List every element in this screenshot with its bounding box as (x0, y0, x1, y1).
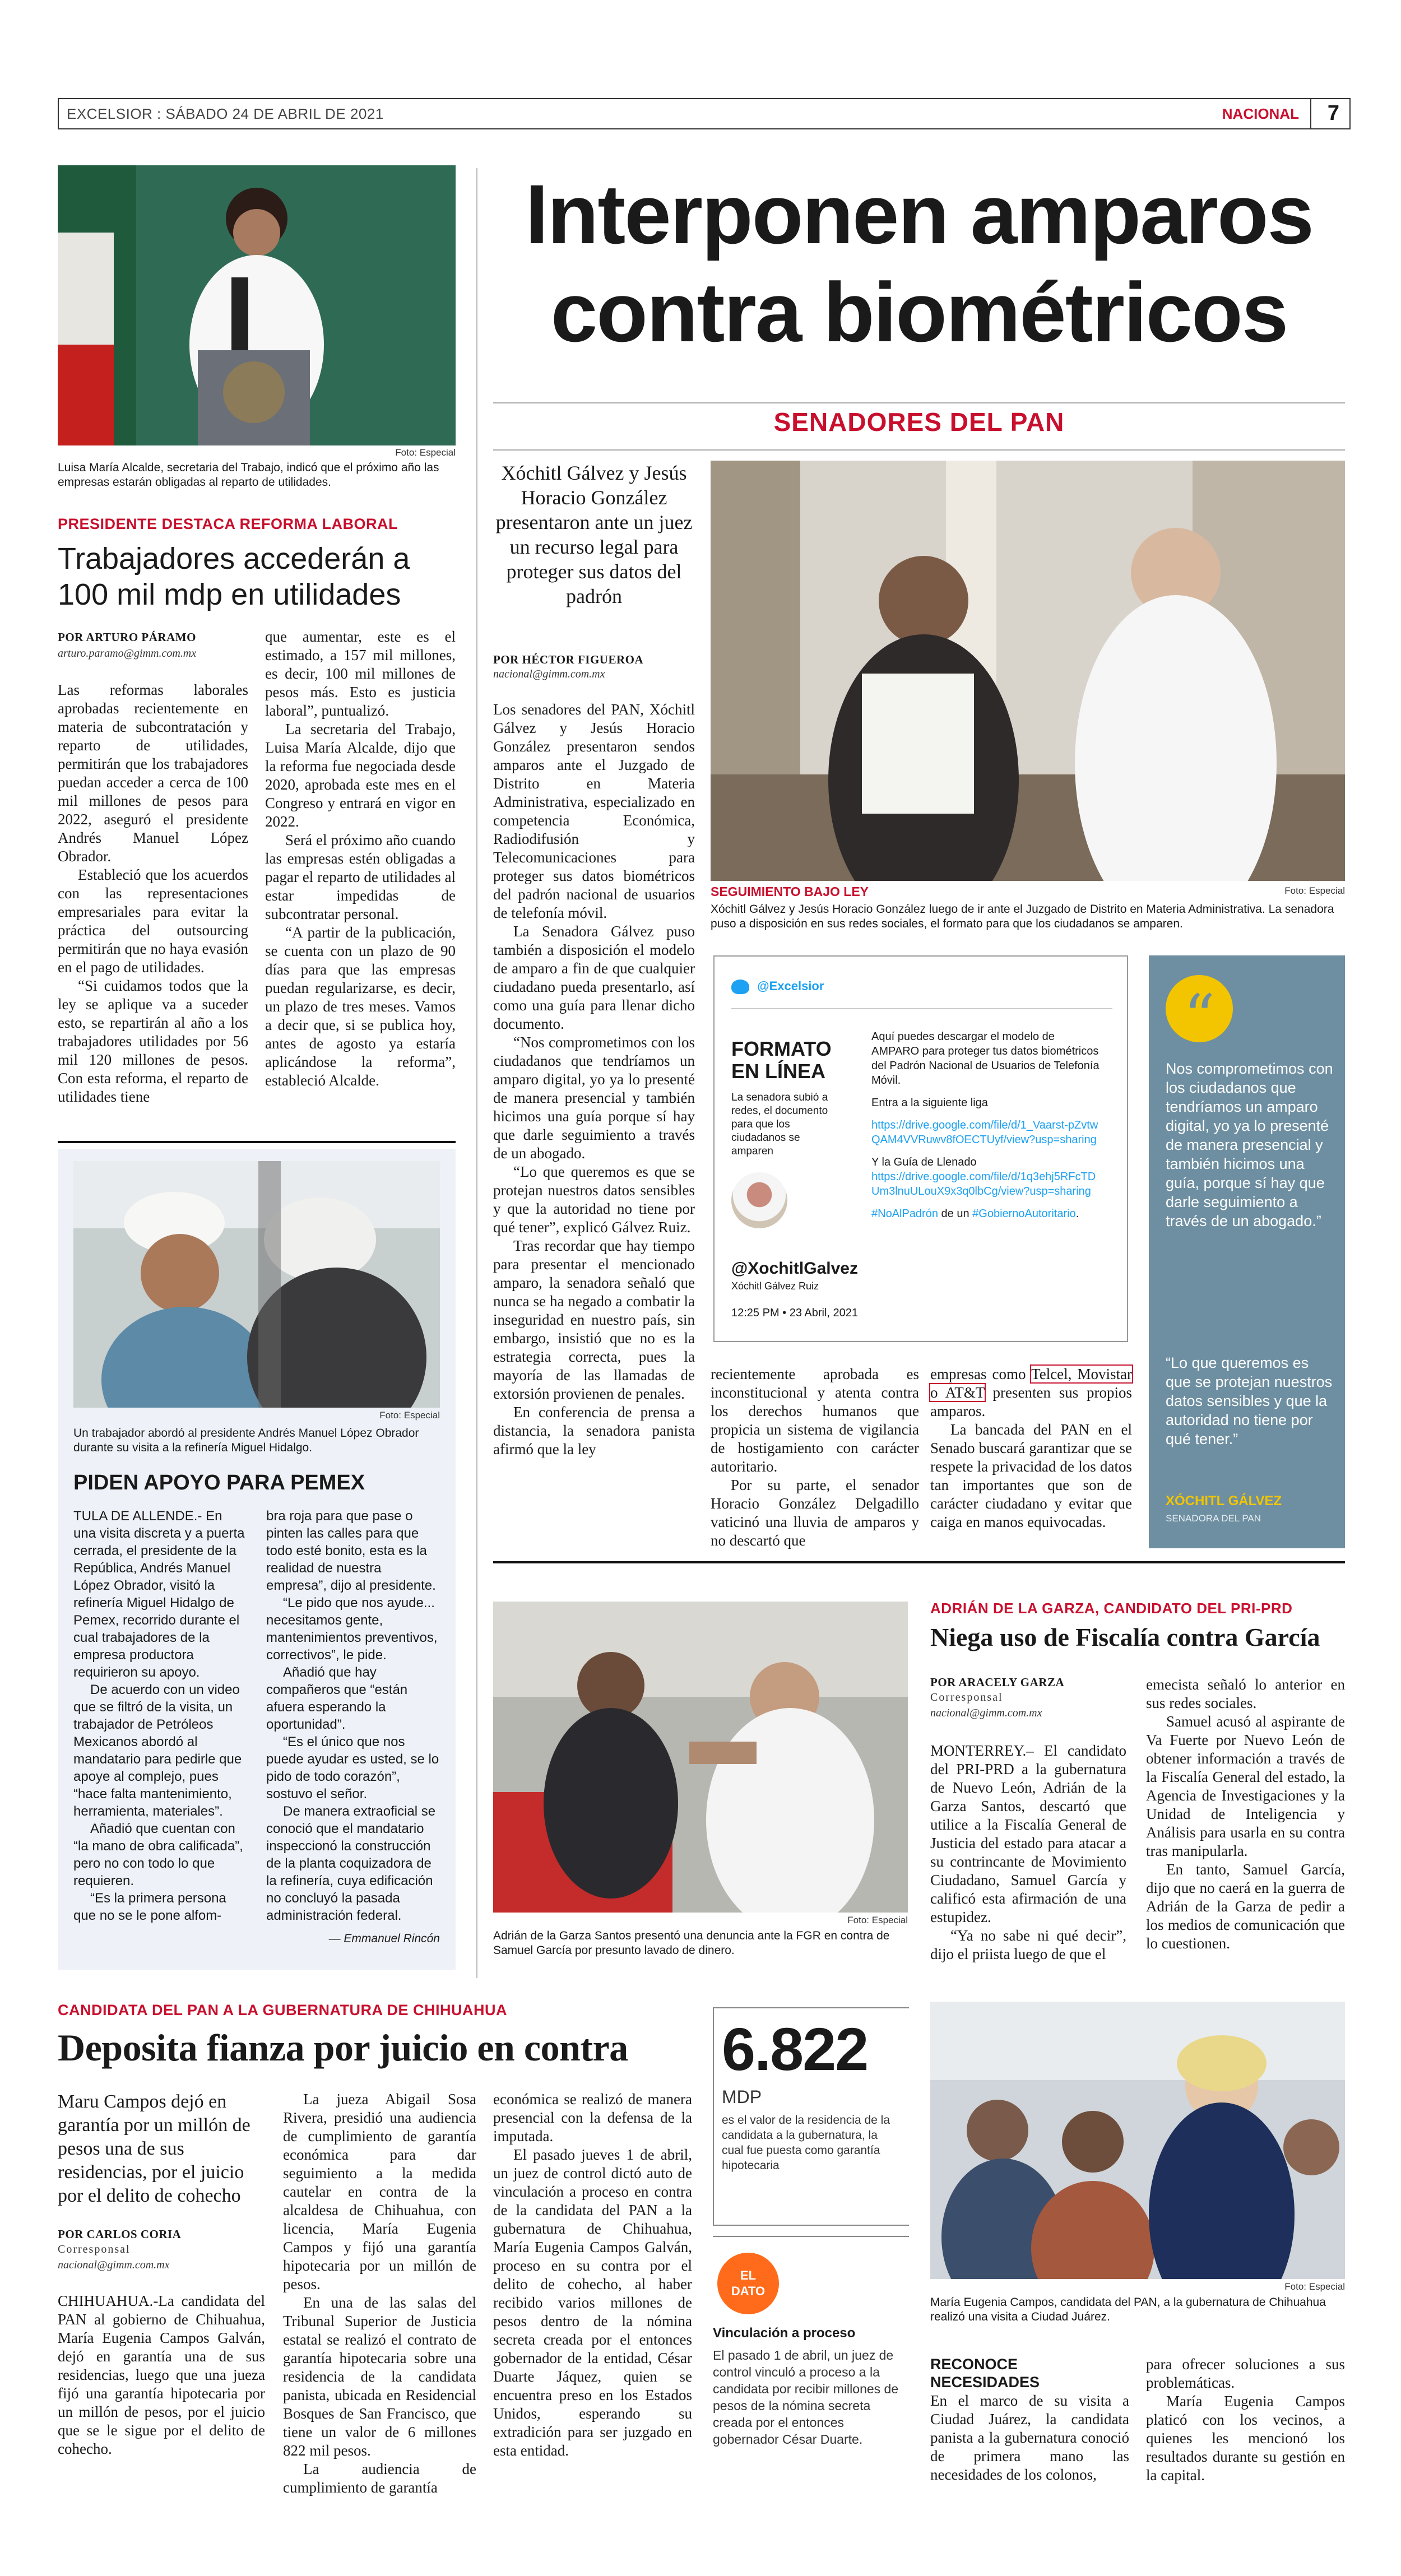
left-body-col1 (58, 681, 248, 1106)
garcia-top-rule (493, 1561, 1345, 1563)
garcia-email: nacional@gimm.com.mx (930, 1707, 1042, 1719)
header-section: NACIONAL (1222, 105, 1299, 122)
quote-role: SENADORA DEL PAN (1166, 1513, 1261, 1524)
paragraph: María Eugenia Campos platicó con los vecinos, a quienes les mencionó los resultados durante su gestión en la capital. (1146, 2393, 1345, 2484)
main-byline-email: nacional@gimm.com.mx (493, 668, 605, 680)
tweet-hashtags (871, 1206, 1101, 1221)
tweet-box (713, 955, 1128, 1342)
paragraph: En el marco de su visita a Ciudad Juárez, la candidata panista a la gubernatura conoció de primera mano las necesidades de los colonos, (930, 2392, 1129, 2483)
main-byline: POR HÉCTOR FIGUEROA (493, 653, 644, 666)
tweet-text-1: Aquí puedes descargar el modelo de AMPARO para proteger tus datos biométricos del Padrón Nacional de Usuarios de Telefonía Móvil. (871, 1031, 1100, 1087)
campos-photo (930, 2002, 1345, 2279)
garcia-col2 (1146, 1675, 1345, 1953)
garcia-caption: Adrián de la Garza Santos presentó una denuncia ante la FGR en contra de Samuel García por presunto lavado de dinero. (493, 1929, 890, 1957)
main-body-col1 (493, 700, 695, 1459)
stat-box (713, 2007, 909, 2226)
paragraph: “A partir de la publicación, se cuenta con un plazo de 90 días para que las empresas puedan regularizarse, es decir, un plazo de tres meses. Vamos a decir que, si se publica hoy, antes de agosto ya estaría aplicándose la reforma”, estableció Alcalde. (265, 924, 456, 1089)
dato-text: El pasado 1 de abril, un juez de control vinculó a proceso a la candidata por recibir millones de pesos de la nómina secreta creada por el entonces gobernador César Duarte. (713, 2348, 899, 2447)
paragraph: La Senadora Gálvez puso también a disposición el modelo de amparo a fin de que cualquier ciudadano pueda presentarlo, así como una guía para llenar dicho documento. (493, 923, 695, 1032)
headline-rule (493, 402, 1345, 403)
tweet-text-3: Y la Guía de Llenado (871, 1156, 977, 1168)
left-byline: POR ARTURO PÁRAMO (58, 630, 196, 644)
paragraph: Estableció que los acuerdos con las representaciones empresariales para evitar la práctica del outsourcing permitirán que no haya evasión en el pago de utilidades. (58, 866, 248, 976)
paragraph: Añadió que cuentan con “la mano de obra calificada”, pero no con todo lo que requieren. (73, 1821, 243, 1888)
paragraph: En una de las salas del Tribunal Superior de Justicia estatal se realizó el contrato de garantía hipotecaria sobre una residencia de la candidata panista, ubicada en Residencial Bosques de San Francisco, que tiene un valor de 6 millones 822 mil pesos. (283, 2294, 476, 2459)
campos-deck: Maru Campos dejó en garantía por un millón de pesos una de sus residencias, por el juicio por el delito de cohecho (58, 2091, 250, 2206)
tweet-header (731, 979, 824, 994)
main-headline: Interponen amparos contra biométricos (525, 167, 1313, 359)
paragraph: “Ya no sabe ni qué decir”, dijo el priista luego de que el (930, 1927, 1126, 1962)
header-divider (1310, 99, 1311, 128)
paragraph: La bancada del PAN en el Senado buscará garantizar que se respete la privacidad de los datos tan importantes que son de carácter ciudadano y evitar que caiga en manos equivocadas. (930, 1421, 1132, 1530)
campos-col1 (58, 2292, 265, 2458)
paragraph: De acuerdo con un video que se filtró de la visita, un trabajador de Petróleos Mexicanos abordó al mandatario para pedirle que apoye al complejo, pues “hace falta mantenimiento, herramienta, materiales”. (73, 1682, 242, 1819)
quote-panel (1149, 955, 1345, 1548)
stat-rule (713, 2236, 909, 2237)
left-separator (58, 1141, 456, 1143)
paragraph: Será el próximo año cuando las empresas estén obligadas a pagar el reparto de utilidades al estar impedidas de subcontratar personal. (265, 832, 456, 922)
hashtag[interactable]: #GobiernoAutoritario (972, 1208, 1076, 1220)
tweet-account[interactable]: @XochitlGalvez (731, 1259, 858, 1278)
paragraph: CHIHUAHUA.-La candidata del PAN al gobierno de Chihuahua, María Eugenia Campos Galván, dejó en garantía una de sus residencias, luego que una jueza fijó una garantía hipotecaria por un millón de pesos, por el juicio que se le sigue por el delito de cohecho. (58, 2292, 265, 2457)
tweet-link-1[interactable]: https://drive.google.com/file/d/1_Vaarst-pZvtwQAM4VVRuwv8fOECTUyf/view?usp=sharing (871, 1119, 1098, 1146)
pemex-photo-image (73, 1161, 440, 1408)
pemex-signature: — Emmanuel Rincón (328, 1932, 440, 1945)
main-photo (711, 461, 1345, 881)
paragraph: TULA DE ALLENDE.- En una visita discreta y a puerta cerrada, el presidente de la República, Andrés Manuel López Obrador, visitó la refinería Miguel Hidalgo de Pemex, recorrido durante el cual trabajadores de la empresa productora requirieron su apoyo. (73, 1509, 245, 1680)
paragraph: “Si cuidamos todos que la ley se aplique va a suceder esto, se repartirán al año a los trabajadores utilidades por 56 mil 120 millones de pesos. Con esta reforma, el reparto de utilidades tiene (58, 977, 248, 1105)
left-kicker: PRESIDENTE DESTACA REFORMA LABORAL (58, 516, 398, 532)
campos-kicker: CANDIDATA DEL PAN A LA GUBERNATURA DE CHIHUAHUA (58, 2002, 507, 2018)
telecom-highlight: Telcel, Movistar o AT&T (930, 1366, 1132, 1401)
paragraph: Por su parte, el senador Horacio González Delgadillo vaticinó una lluvia de amparos y no descartó que (711, 1477, 919, 1549)
header-bar (58, 98, 1351, 129)
main-body-col3 (930, 1365, 1132, 1531)
campos-byline: POR CARLOS CORIA (58, 2227, 182, 2241)
campos-sub-col2 (1146, 2355, 1345, 2485)
dato-title: Vinculación a proceso (713, 2326, 856, 2341)
stat-text: es el valor de la residencia de la candidata a la gubernatura, la cual fue puesta como garantía hipotecaria (722, 2114, 890, 2172)
pemex-panel (58, 1149, 456, 1970)
garcia-photo (493, 1602, 908, 1913)
paragraph: La secretaria del Trabajo, Luisa María Alcalde, dijo que la reforma fue negociada desde 2020, aprobada este mes en el Congreso y entrará en vigor en 2022. (265, 721, 456, 830)
quote-text-2: “Lo que queremos es que se protejan nuestros datos sensibles y que la autoridad no tiene por qué tener.” (1166, 1354, 1333, 1447)
pemex-col1 (73, 1507, 247, 1924)
left-body-col2 (265, 628, 456, 1090)
paragraph (930, 1365, 1132, 1421)
header-date: EXCELSIOR : SÁBADO 24 DE ABRIL DE 2021 (67, 105, 384, 122)
paragraph: En conferencia de prensa a distancia, la senadora panista afirmó que la ley (493, 1404, 695, 1458)
campos-photo-credit: Foto: Especial (1284, 2281, 1345, 2292)
paragraph: MONTERREY.– El candidato del PRI-PRD a la gubernatura de Nuevo León, Adrián de la Garza Santos, descartó que utilice a la Fiscalía General de Justicia del estado para atacar a su contrincante de Movimiento Ciudadano, Samuel García y calificó esta afirmación de una estupidez. (930, 1742, 1126, 1925)
alcalde-photo-image (58, 165, 456, 445)
pemex-headline: PIDEN APOYO PARA PEMEX (73, 1471, 365, 1494)
paragraph: “Es la primera persona que no se le pone alfom- (73, 1891, 226, 1923)
tweet-subtitle: La senadora subió a redes, el documento para que los ciudadanos se amparen (731, 1092, 828, 1157)
tweet-time: 12:25 PM • 23 Abril, 2021 (731, 1307, 859, 1319)
garcia-col1 (930, 1742, 1126, 1964)
col3-pre: empresas como (930, 1366, 1032, 1382)
hashtag[interactable]: #NoAlPadrón (871, 1208, 938, 1220)
pemex-caption: Un trabajador abordó al presidente Andrés Manuel López Obrador durante su visita a la refinería Miguel Hidalgo. (73, 1427, 419, 1454)
paragraph: “Es el único que nos puede ayudar es usted, se lo pido de todo corazón”, sostuvo el señor. (266, 1734, 439, 1802)
column-divider (476, 168, 477, 1978)
paragraph: económica se realizó de manera presencial con la defensa de la imputada. (493, 2091, 692, 2145)
tweet-text-2: Entra a la siguiente liga (871, 1097, 988, 1109)
paragraph: emecista señaló lo anterior en sus redes sociales. (1146, 1676, 1345, 1711)
el-dato-badge (717, 2253, 779, 2314)
paragraph: recientemente aprobada es inconstitucional y atenta contra los derechos humanos que propicia un sistema de vigilancia de hostigamiento con carácter autoritario. (711, 1366, 919, 1475)
col3-post: presenten sus propios amparos. (930, 1384, 1133, 1419)
tweet-title: FORMATO EN LÍNEA (731, 1037, 832, 1083)
campos-sub-col1 (930, 2392, 1129, 2484)
twitter-icon (731, 980, 749, 994)
paragraph: que aumentar, este es el estimado, a 157 mil millones, es decir, 100 mil millones de pesos más. Esto es justicia laboral”, puntualizó. (265, 628, 456, 719)
paragraph: El pasado jueves 1 de abril, un juez de control dictó auto de vinculación a proceso en contra de la candidata del PAN a la gubernatura de Chihuahua, María Eugenia Campos Galván, proceso en su contra por el delito de cohecho, al haber recibido varios millones de pesos dentro de la nómina secreta creada por el entonces gobernador de la entidad, César Duarte Jáquez, quien se encuentra preso en los Estados Unidos, esperando su extradición para ser juzgado en esta entidad. (493, 2146, 692, 2459)
paragraph: para ofrecer soluciones a sus problemáticas. (1146, 2356, 1345, 2391)
paragraph: “Lo que queremos es que se protejan nuestros datos sensibles y que la autoridad no tiene por qué tener”, explicó Gálvez Ruiz. (493, 1163, 695, 1236)
quote-name: XÓCHITL GÁLVEZ (1166, 1493, 1282, 1509)
garcia-photo-credit: Foto: Especial (847, 1915, 908, 1925)
alcalde-photo-caption: Luisa María Alcalde, secretaria del Trabajo, indicó que el próximo año las empresas estarán obligadas al reparto de utilidades. (58, 461, 439, 489)
garcia-photo-image (493, 1602, 908, 1913)
kicker-rule (493, 449, 1345, 451)
garcia-byline: POR ARACELY GARZA (930, 1675, 1065, 1689)
alcalde-photo-credit: Foto: Especial (395, 447, 456, 458)
campos-col2 (283, 2090, 476, 2497)
paragraph: “Nos comprometimos con los ciudadanos que tendríamos un amparo digital, yo ya lo presenté de manera presencial y también hicimos una guía porque sí hay que darle seguimiento a través de un abogado. (493, 1034, 695, 1162)
campos-col3 (493, 2090, 692, 2460)
left-headline: Trabajadores accederán a 100 mil mdp en utilidades (58, 542, 410, 611)
campos-caption: María Eugenia Campos, candidata del PAN, a la gubernatura de Chihuahua realizó una visita a Ciudad Juárez. (930, 2296, 1326, 2323)
tweet-text (871, 1029, 1101, 1221)
paragraph: En tanto, Samuel García, dijo que no caerá en la guerra de Adrián de la Garza de pedir a los medios de comunicación que lo cuestionen. (1146, 1861, 1345, 1952)
paragraph: De manera extraoficial se conoció que el mandatario inspeccionó la construcción de la planta coquizadora de la refinería, cuya edificación no concluyó la pasada administración federal. (266, 1804, 436, 1923)
campos-photo-image (930, 2002, 1345, 2279)
pemex-photo (73, 1161, 440, 1408)
main-photo-kicker: SEGUIMIENTO BAJO LEY (711, 884, 869, 899)
main-photo-credit: Foto: Especial (1284, 885, 1345, 896)
tweet-handle-top: @Excelsior (757, 979, 824, 993)
tweet-account-name: Xóchitl Gálvez Ruiz (731, 1280, 819, 1292)
stat-unit: MDP (722, 2087, 762, 2107)
paragraph: La jueza Abigail Sosa Rivera, presidió una audiencia de cumplimiento de garantía económica para dar seguimiento a la medida cautelar en contra de la alcaldesa de Chihuahua, con licencia, María Eugenia Campos y fijó una garantía hipotecaria por un millón de pesos. (283, 2091, 476, 2292)
main-body-col2 (711, 1365, 919, 1550)
pemex-col2 (266, 1507, 440, 1947)
paragraph: Samuel acusó al aspirante de Va Fuerte por Nuevo León de obtener información a través de la Fiscalía General del estado, la Agencia de Investigaciones y la Unidad de Inteligencia y Análisis para usarla en su contra tras manipularla. (1146, 1713, 1345, 1859)
garcia-role: Corresponsal (930, 1691, 1003, 1704)
pemex-photo-credit: Foto: Especial (379, 1410, 440, 1421)
quote-icon: “ (1166, 975, 1233, 1042)
campos-role: Corresponsal (58, 2243, 131, 2255)
quote-text-1: Nos comprometimos con los ciudadanos que tendríamos un amparo digital, yo ya lo presenté de manera presencial y también hicimos una guía, porque sí hay que darle seguimiento a través de un abogado.” (1166, 1060, 1333, 1229)
campos-headline: Deposita fianza por juicio en contra (58, 2026, 628, 2069)
garcia-kicker: ADRIÁN DE LA GARZA, CANDIDATO DEL PRI-PRD (930, 1600, 1293, 1617)
paragraph: Añadió que hay compañeros que “están afuera esperando la oportunidad”. (266, 1665, 408, 1732)
stat-number: 6.822 (722, 2015, 868, 2083)
tweet-end: . (1075, 1208, 1079, 1220)
main-kicker: SENADORES DEL PAN (773, 407, 1065, 437)
paragraph: Tras recordar que hay tiempo para presentar el mencionado amparo, la senadora señaló que nunca se ha negado a combatir la inseguridad en nuestro país, sin embargo, insistió que no es la estrategia correcta, pues la mayoría de las llamadas de extorsión provienen de penales. (493, 1237, 695, 1402)
senators-photo (711, 461, 1345, 881)
tweet-mid: de un (938, 1208, 973, 1220)
tweet-rule (731, 1008, 1112, 1009)
main-deck: Xóchitl Gálvez y Jesús Horacio González presentaron ante un juez un recurso legal para proteger sus datos del padrón (495, 462, 693, 607)
tweet-avatar (731, 1172, 787, 1228)
paragraph: La audiencia de cumplimiento de garantía (283, 2461, 476, 2496)
left-byline-email: arturo.paramo@gimm.com.mx (58, 647, 197, 660)
main-photo-caption: Xóchitl Gálvez y Jesús Horacio González luego de ir ante el Juzgado de Distrito en Materia Administrativa. La senadora puso a disposición en sus redes sociales, el formato para que los ciudadanos se amparen. (711, 903, 1334, 930)
paragraph: Los senadores del PAN, Xóchitl Gálvez y Jesús Horacio González presentaron sendos amparos ante el Juzgado de Distrito en Materia Administrativa, especializado en competencia Económica, Radiodifusión y Telecomunicaciones para proteger sus datos biométricos del padrón nacional de usuarios de telefonía móvil. (493, 701, 695, 921)
paragraph: “Le pido que nos ayude... necesitamos gente, mantenimientos preventivos, correctivos”, le pide. (266, 1595, 438, 1663)
campos-subhead: RECONOCE NECESIDADES (930, 2356, 1040, 2391)
garcia-headline: Niega uso de Fiscalía contra García (930, 1623, 1320, 1651)
paragraph: bra roja para que pase o pinten las calles para que todo esté bonito, esta es la realidad de nuestra empresa”, dijo al presidente. (266, 1509, 436, 1593)
paragraph: Las reformas laborales aprobadas recientemente en materia de subcontratación y reparto de utilidades, permitirán que los trabajadores puedan acceder a cerca de 100 mil millones de pesos para 2022, aseguró el presidente Andrés Manuel López Obrador. (58, 681, 248, 865)
el-dato-label: EL DATO (731, 2268, 766, 2298)
page-number: 7 (1327, 101, 1339, 125)
campos-email: nacional@gimm.com.mx (58, 2259, 170, 2271)
alcalde-photo (58, 165, 456, 445)
tweet-link-2[interactable]: https://drive.google.com/file/d/1q3ehj5RFcTDUm3lnuULouX9x3q0lbCg/view?usp=sharing (871, 1171, 1096, 1198)
